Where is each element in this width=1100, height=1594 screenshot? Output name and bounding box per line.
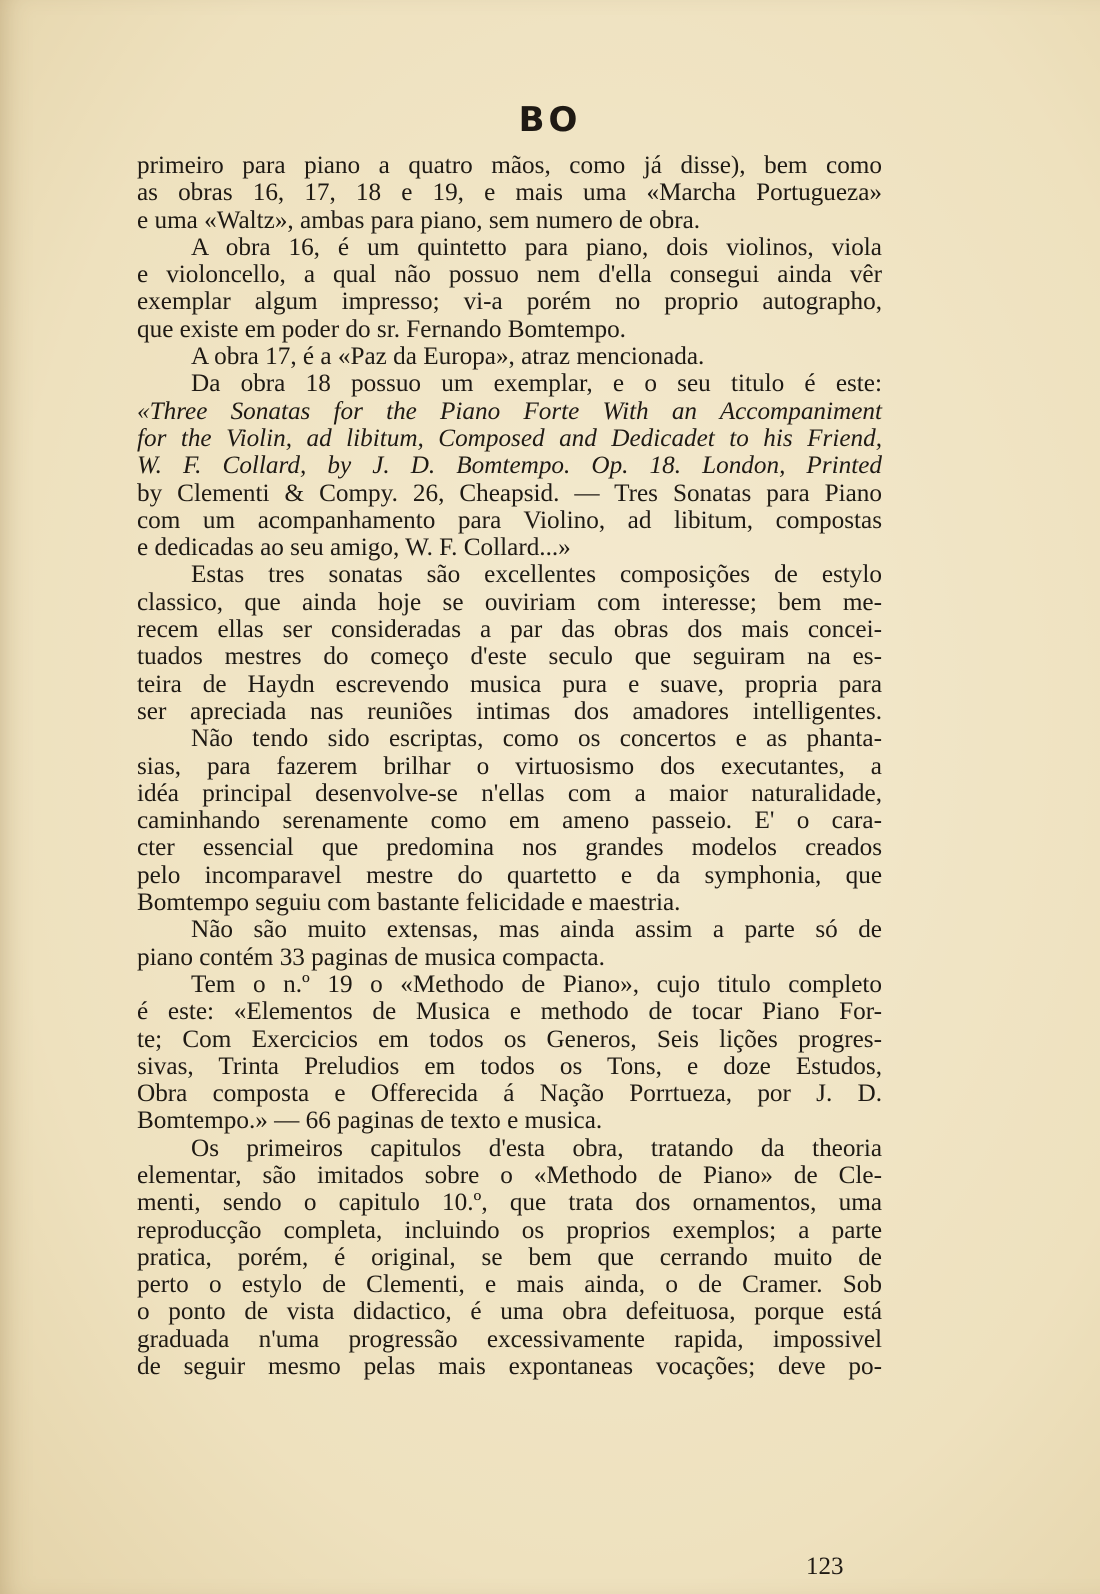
text-line: e dedicadas ao seu amigo, W. F. Collard...»	[137, 534, 571, 562]
text-line: by Clementi & Compy. 26, Cheapsid. — Tres Sonatas para Piano	[137, 479, 882, 507]
text-line: exemplar algum impresso; vi-a porém no proprio autographo,	[137, 288, 882, 316]
text-line: caminhando serenamente como em ameno passeio. E' o cara-	[137, 807, 882, 835]
text-line: Bomtempo.» — 66 paginas de texto e musica.	[137, 1107, 603, 1135]
text-line: o ponto de vista didactico, é uma obra defeituosa, porque está	[137, 1298, 882, 1326]
text-line: e uma «Waltz», ambas para piano, sem numero de obra.	[137, 206, 701, 234]
text-line: tuados mestres do começo d'este seculo que seguiram na es-	[137, 643, 882, 671]
text-line: reproducção completa, incluindo os proprios exemplos; a parte	[137, 1216, 882, 1244]
text-line: A obra 16, é um quintetto para piano, dois violinos, viola	[191, 233, 882, 261]
text-line: graduada n'uma progressão excessivamente rapida, impossivel	[137, 1325, 882, 1353]
text-line: perto o estylo de Clementi, e mais ainda, o de Cramer. Sob	[137, 1271, 882, 1299]
text-line: Obra composta e Offerecida á Nação Porrtueza, por J. D.	[137, 1080, 882, 1108]
text-line: «Three Sonatas for the Piano Forte With an Accompaniment	[137, 397, 882, 425]
text-line: Os primeiros capitulos d'esta obra, tratando da theoria	[191, 1134, 882, 1162]
text-line: Da obra 18 possuo um exemplar, e o seu titulo é este:	[191, 370, 882, 398]
text-line: classico, que ainda hoje se ouviriam com interesse; bem me-	[137, 588, 882, 616]
text-line: as obras 16, 17, 18 e 19, e mais uma «Marcha Portugueza»	[137, 179, 882, 207]
text-line: idéa principal desenvolve-se n'ellas com a maior naturalidade,	[137, 779, 882, 807]
text-line: é este: «Elementos de Musica e methodo de tocar Piano For-	[137, 998, 882, 1026]
text-line: pelo incomparavel mestre do quartetto e da symphonia, que	[137, 861, 882, 889]
text-line: Não tendo sido escriptas, como os concertos e as phanta-	[191, 725, 882, 753]
text-line: sias, para fazerem brilhar o virtuosismo dos executantes, a	[137, 752, 882, 780]
text-line: for the Violin, ad libitum, Composed and Dedicadet to his Friend,	[137, 424, 882, 452]
text-line: e violoncello, a qual não possuo nem d'ella consegui ainda vêr	[137, 261, 882, 289]
body-text	[137, 152, 882, 1380]
text-line: teira de Haydn escrevendo musica pura e suave, propria para	[137, 670, 882, 698]
text-line: com um acompanhamento para Violino, ad libitum, compostas	[137, 506, 882, 534]
text-line: Tem o n.º 19 o «Methodo de Piano», cujo titulo completo	[191, 970, 882, 998]
text-line: ser apreciada nas reuniões intimas dos amadores intelligentes.	[137, 697, 882, 725]
text-line: elementar, são imitados sobre o «Methodo de Piano» de Cle-	[137, 1161, 882, 1189]
text-line: Bomtempo seguiu com bastante felicidade e maestria.	[137, 889, 681, 917]
text-line: te; Com Exercicios em todos os Generos, Seis lições progres-	[137, 1025, 882, 1053]
text-line: menti, sendo o capitulo 10.º, que trata dos ornamentos, uma	[137, 1189, 882, 1217]
text-line: Não são muito extensas, mas ainda assim a parte só de	[191, 916, 882, 944]
signature-mark: 123	[806, 1553, 844, 1580]
text-line: cter essencial que predomina nos grandes modelos creados	[137, 834, 882, 862]
text-line: A obra 17, é a «Paz da Europa», atraz mencionada.	[191, 343, 705, 371]
page-header: BO	[518, 100, 582, 140]
text-line: Estas tres sonatas são excellentes composições de estylo	[191, 561, 882, 589]
text-line: que existe em poder do sr. Fernando Bomtempo.	[137, 315, 626, 343]
text-line: piano contém 33 paginas de musica compacta.	[137, 943, 605, 971]
text-line: pratica, porém, é original, se bem que cerrando muito de	[137, 1243, 882, 1271]
text-line: W. F. Collard, by J. D. Bomtempo. Op. 18. London, Printed	[137, 452, 882, 480]
text-line: sivas, Trinta Preludios em todos os Tons, e doze Estudos,	[137, 1052, 882, 1080]
text-line: primeiro para piano a quatro mãos, como já disse), bem como	[137, 152, 882, 179]
text-line: recem ellas ser consideradas a par das obras dos mais concei-	[137, 616, 882, 644]
text-line: de seguir mesmo pelas mais expontaneas vocações; deve po-	[137, 1353, 882, 1381]
